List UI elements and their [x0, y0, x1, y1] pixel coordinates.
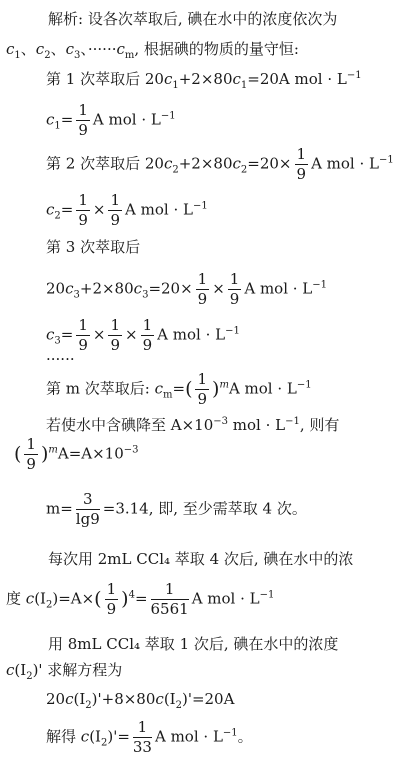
- text: 每次用 2mL CCl₄ 萃取 4 次后, 碘在水中的浓: [48, 550, 354, 568]
- c-var: c: [232, 154, 241, 173]
- paren: (: [94, 588, 102, 610]
- text: 解析: 设各次萃取后, 碘在水中的浓度依次为: [48, 10, 338, 28]
- sub: 2: [100, 737, 108, 749]
- text: 解得: [46, 727, 81, 746]
- numerator: 1: [151, 582, 189, 600]
- sup: −3: [123, 444, 139, 456]
- numerator: 1: [78, 191, 88, 209]
- sub: 3: [54, 335, 61, 347]
- text: A mol · L: [92, 110, 161, 129]
- denominator: 9: [78, 121, 88, 139]
- text: 用 8mL CCl₄ 萃取 1 次后, 碘在水中的浓度: [48, 635, 339, 653]
- step3-equation: [46, 272, 327, 307]
- numerator: 3: [76, 492, 100, 510]
- text: ······: [46, 350, 75, 368]
- single-extraction-line: [48, 637, 338, 652]
- c-var: c: [65, 690, 74, 708]
- text: A mol · L: [154, 727, 223, 746]
- step3-heading: [46, 240, 140, 255]
- text: , 则有: [299, 416, 340, 434]
- sup: −1: [225, 325, 240, 337]
- paren: ): [121, 588, 129, 610]
- sub: 3: [74, 50, 81, 61]
- text: =: [60, 325, 74, 344]
- denominator: 9: [110, 211, 121, 229]
- c-var: c: [46, 200, 55, 219]
- denominator: 9: [106, 600, 117, 618]
- c-var: c: [232, 70, 241, 88]
- text: =20×: [148, 279, 193, 298]
- text: (I: [163, 690, 176, 708]
- text: (I: [89, 727, 101, 746]
- times: ×: [92, 200, 106, 219]
- text: +2×80: [178, 154, 233, 173]
- fraction: [108, 318, 122, 353]
- text: =: [60, 110, 74, 129]
- text: (I: [73, 690, 86, 708]
- numerator: 1: [142, 316, 153, 334]
- numerator: 1: [133, 720, 152, 738]
- sub: 2: [26, 671, 33, 682]
- sub: 2: [172, 164, 179, 176]
- numerator: 1: [197, 370, 208, 388]
- text: =: [134, 589, 148, 608]
- sup: −1: [192, 200, 208, 212]
- numerator: 1: [229, 270, 240, 288]
- text: )'+8×80: [91, 690, 156, 708]
- final-result: [46, 720, 253, 755]
- text: m=: [46, 499, 73, 518]
- sup: −1: [378, 154, 394, 166]
- comparison-line-2: [6, 582, 274, 617]
- text: 第 2 次萃取后 20: [46, 154, 164, 173]
- times: ×: [92, 325, 106, 344]
- sup: −1: [259, 589, 275, 601]
- sub: 2: [175, 700, 182, 711]
- paren: (: [185, 378, 193, 400]
- m-result: [46, 492, 307, 527]
- sub: 1: [14, 50, 21, 61]
- text: A mol · L: [311, 154, 379, 173]
- text: =: [60, 200, 74, 219]
- text: 第 1 次萃取后 20: [46, 70, 164, 88]
- text: +2×80: [178, 70, 233, 88]
- c-var: c: [46, 110, 55, 129]
- text: (I: [14, 661, 27, 679]
- denominator: 9: [197, 390, 208, 408]
- text: A mol · L: [244, 279, 313, 298]
- comparison-line-1: [48, 552, 353, 567]
- numerator: 1: [110, 316, 121, 334]
- c-var: c: [155, 690, 164, 708]
- c-var: c: [133, 279, 143, 298]
- text: A mol · L: [157, 325, 226, 344]
- denominator: 9: [197, 290, 208, 308]
- times: ×: [212, 279, 225, 298]
- text: +2×80: [79, 279, 134, 298]
- fraction: [108, 193, 122, 228]
- sup: −3: [213, 416, 229, 427]
- fraction: [195, 372, 209, 407]
- c1-result: [46, 103, 176, 138]
- target-condition: [46, 418, 339, 433]
- fraction: [141, 318, 155, 353]
- single-extraction-equation: [46, 690, 235, 711]
- c-var: c: [154, 379, 163, 398]
- sub: 3: [73, 289, 80, 301]
- c-var: c: [80, 727, 90, 746]
- numerator: 1: [26, 435, 36, 453]
- c-var: c: [6, 661, 15, 679]
- sep: 、······: [80, 40, 117, 58]
- text: (I: [34, 589, 46, 608]
- sup: −1: [296, 379, 312, 391]
- sub: m: [124, 50, 135, 61]
- c-var: c: [46, 325, 55, 344]
- sep: 、: [20, 40, 36, 58]
- sup: −1: [222, 727, 238, 739]
- text: 若使水中含碘降至 A×10: [46, 416, 214, 434]
- sub: 2: [54, 210, 61, 222]
- sep: 、: [50, 40, 66, 58]
- text: )'=: [107, 727, 130, 746]
- text: 20: [46, 279, 66, 298]
- paren: (: [14, 443, 22, 465]
- c-var: c: [35, 40, 45, 58]
- text: )' 求解方程为: [32, 661, 123, 679]
- text: 。: [237, 727, 253, 746]
- times: ×: [125, 325, 138, 344]
- text: A mol · L: [191, 589, 260, 608]
- c3-result: [46, 318, 240, 353]
- fraction: [295, 147, 309, 182]
- denominator: 9: [229, 290, 240, 308]
- fraction: [151, 582, 189, 617]
- c-var: c: [65, 40, 74, 58]
- denominator: 9: [78, 336, 88, 354]
- fraction: [76, 193, 90, 228]
- sub: 2: [45, 599, 53, 611]
- text: =20×: [247, 154, 292, 173]
- fraction: [105, 582, 119, 617]
- text: A=A×10: [57, 444, 124, 463]
- text: 第 3 次萃取后: [46, 238, 141, 256]
- fraction: [24, 437, 38, 472]
- c-var: c: [116, 40, 125, 58]
- text: =3.14, 即, 至少需萃取 4 次。: [102, 499, 307, 518]
- sup: −1: [160, 110, 176, 122]
- sup: m: [219, 379, 229, 391]
- text: , 根据碘的物质的量守恒:: [134, 40, 299, 58]
- numerator: 1: [197, 270, 208, 288]
- paren: ): [40, 443, 49, 465]
- text: A mol · L: [228, 379, 297, 398]
- c-var: c: [65, 279, 74, 298]
- text: )=A×: [52, 589, 95, 608]
- denominator: 9: [296, 165, 307, 183]
- text: mol · L: [228, 416, 286, 434]
- sup: m: [48, 444, 58, 456]
- numerator: 1: [110, 191, 121, 209]
- sup: −1: [312, 279, 328, 291]
- sup: −1: [285, 416, 300, 427]
- numerator: 1: [78, 316, 88, 334]
- denominator: 9: [142, 336, 153, 354]
- denominator: lg9: [75, 510, 100, 528]
- denominator: 9: [110, 336, 121, 354]
- numerator: 1: [78, 101, 88, 119]
- step2-equation: [46, 147, 394, 182]
- sub: m: [163, 389, 173, 401]
- c-var: c: [25, 589, 35, 608]
- paren: ): [212, 378, 220, 400]
- c-var: c: [163, 70, 173, 88]
- step-m-equation: [46, 372, 312, 407]
- fraction: [76, 103, 90, 138]
- text: =20A mol · L: [247, 70, 347, 88]
- concentration-list-line: [6, 40, 299, 61]
- sub: 1: [172, 80, 179, 91]
- fraction: [76, 492, 100, 527]
- c-var: c: [163, 154, 173, 173]
- denominator: 33: [132, 738, 152, 756]
- fraction: [133, 720, 152, 755]
- denominator: 6561: [150, 600, 189, 618]
- text: =: [172, 379, 186, 398]
- inequality-equation: [14, 437, 139, 472]
- fraction: [76, 318, 90, 353]
- fraction: [228, 272, 242, 307]
- step1-equation: [46, 70, 362, 91]
- ellipsis: [46, 352, 75, 367]
- numerator: 1: [106, 580, 117, 598]
- text: 20: [46, 690, 66, 708]
- text: A mol · L: [125, 200, 193, 219]
- fraction: [196, 272, 210, 307]
- sup: 4: [128, 589, 135, 601]
- sub: 3: [142, 289, 149, 301]
- denominator: 9: [78, 211, 88, 229]
- sub: 2: [44, 50, 51, 61]
- denominator: 9: [26, 455, 36, 473]
- numerator: 1: [296, 145, 307, 163]
- sub: 1: [240, 80, 248, 91]
- text: 度: [6, 589, 26, 608]
- text: 第 m 次萃取后:: [46, 379, 155, 398]
- sup: −1: [346, 70, 362, 81]
- text: )'=20A: [181, 690, 235, 708]
- sub: 2: [240, 164, 248, 176]
- c-var: c: [6, 40, 15, 58]
- c2-result: [46, 193, 208, 228]
- equation-setup-line: [6, 661, 123, 682]
- sub: 2: [85, 700, 92, 711]
- intro-line: [48, 12, 337, 27]
- sub: 1: [54, 120, 61, 132]
